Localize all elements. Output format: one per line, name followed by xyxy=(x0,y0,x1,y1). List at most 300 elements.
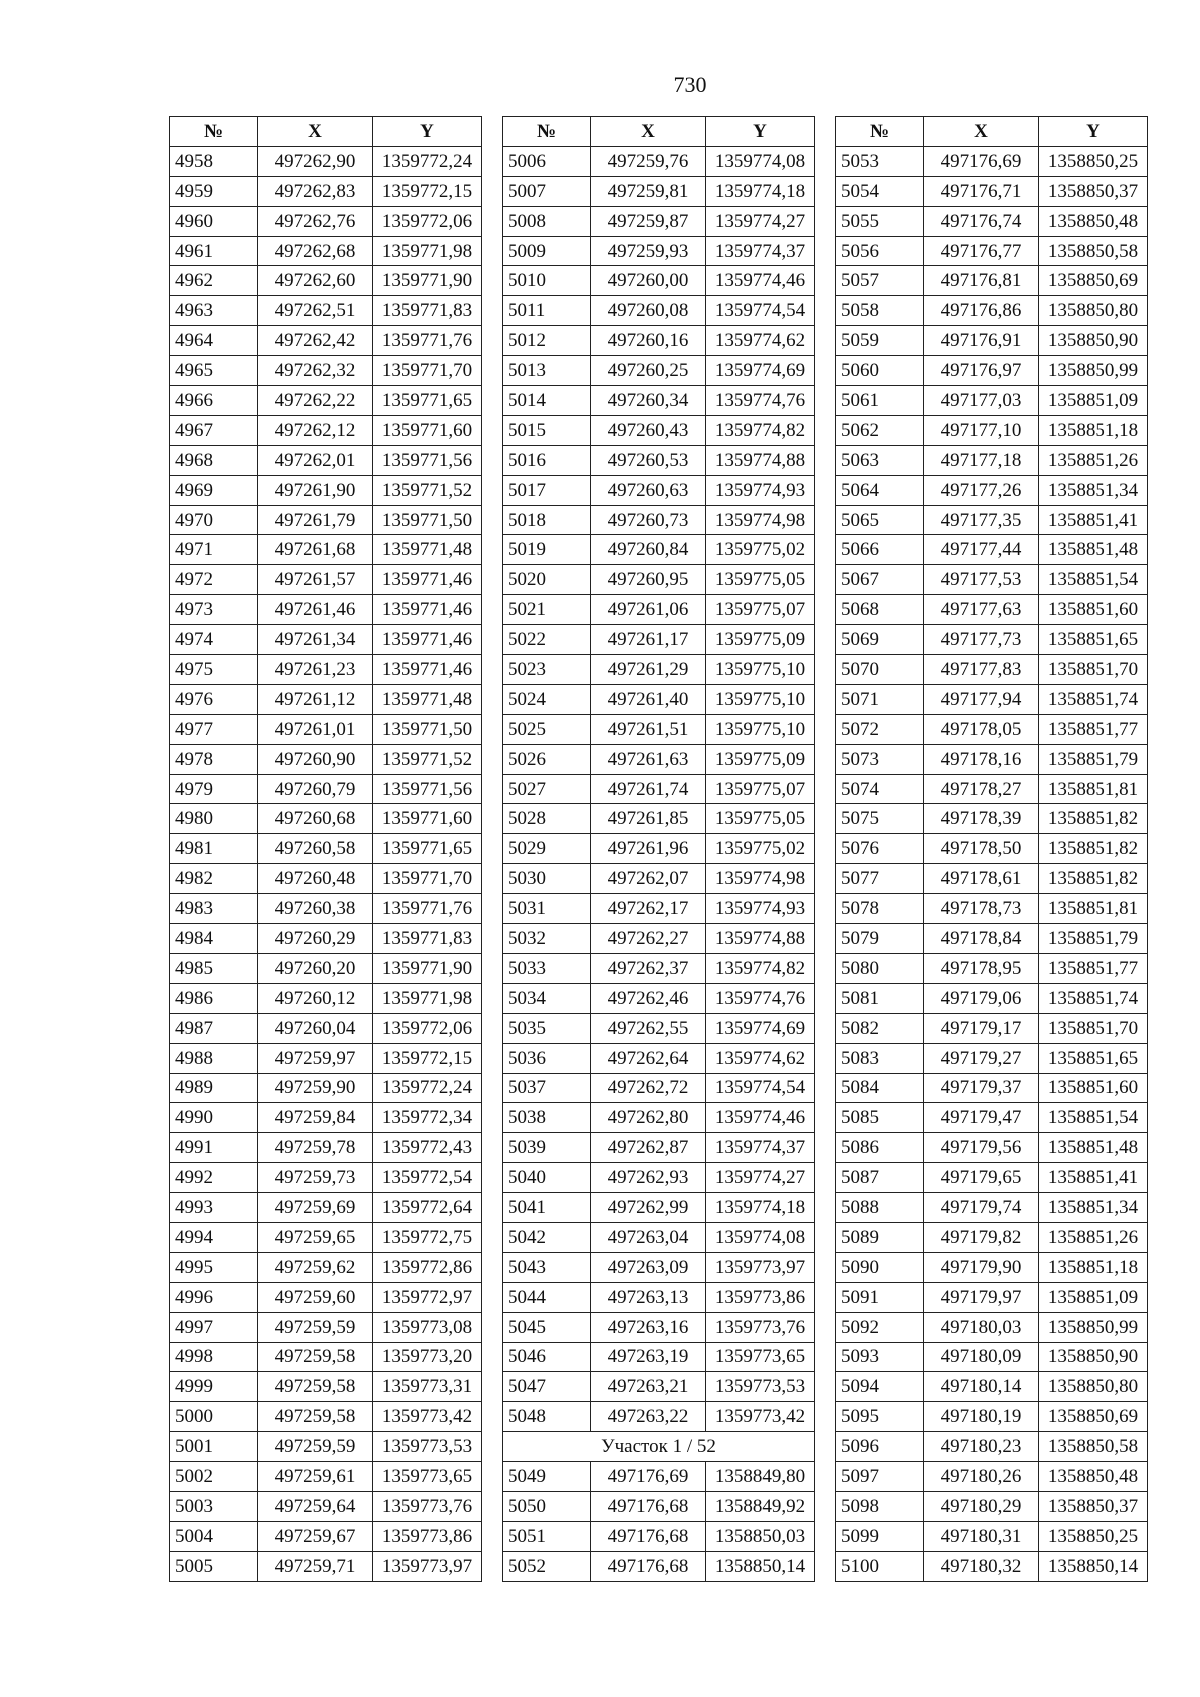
x-coordinate-cell: 497176,97 xyxy=(924,356,1039,386)
x-coordinate-cell: 497260,00 xyxy=(591,266,706,296)
point-number-cell: 5058 xyxy=(836,296,924,326)
point-number-cell: 5044 xyxy=(503,1282,591,1312)
x-coordinate-cell: 497262,32 xyxy=(258,356,373,386)
x-coordinate-cell: 497260,79 xyxy=(258,774,373,804)
table-row xyxy=(836,834,1148,864)
y-coordinate-cell: 1359771,83 xyxy=(373,296,482,326)
column-header-x: X xyxy=(924,117,1039,147)
point-number-cell: 5076 xyxy=(836,834,924,864)
point-number-cell: 5018 xyxy=(503,505,591,535)
y-coordinate-cell: 1359774,27 xyxy=(706,1163,815,1193)
table-row xyxy=(836,655,1148,685)
table-row xyxy=(503,535,815,565)
point-number-cell: 5000 xyxy=(170,1402,258,1432)
table-row xyxy=(170,595,482,625)
y-coordinate-cell: 1358851,82 xyxy=(1039,834,1148,864)
table-row xyxy=(170,714,482,744)
table-row xyxy=(836,625,1148,655)
y-coordinate-cell: 1358850,80 xyxy=(1039,296,1148,326)
x-coordinate-cell: 497260,53 xyxy=(591,445,706,475)
y-coordinate-cell: 1359773,53 xyxy=(706,1372,815,1402)
table-row xyxy=(503,1073,815,1103)
point-number-cell: 5012 xyxy=(503,326,591,356)
table-row xyxy=(170,1462,482,1492)
x-coordinate-cell: 497259,73 xyxy=(258,1163,373,1193)
x-coordinate-cell: 497178,27 xyxy=(924,774,1039,804)
y-coordinate-cell: 1359773,86 xyxy=(706,1282,815,1312)
table-row xyxy=(170,1372,482,1402)
point-number-cell: 5030 xyxy=(503,864,591,894)
y-coordinate-cell: 1359771,90 xyxy=(373,266,482,296)
y-coordinate-cell: 1358851,18 xyxy=(1039,1252,1148,1282)
table-row xyxy=(503,983,815,1013)
table-row xyxy=(836,176,1148,206)
x-coordinate-cell: 497180,29 xyxy=(924,1491,1039,1521)
y-coordinate-cell: 1358850,99 xyxy=(1039,1312,1148,1342)
table-row xyxy=(836,1491,1148,1521)
point-number-cell: 5029 xyxy=(503,834,591,864)
y-coordinate-cell: 1358850,37 xyxy=(1039,176,1148,206)
point-number-cell: 4983 xyxy=(170,894,258,924)
table-row xyxy=(503,445,815,475)
point-number-cell: 4974 xyxy=(170,625,258,655)
point-number-cell: 5050 xyxy=(503,1491,591,1521)
x-coordinate-cell: 497177,63 xyxy=(924,595,1039,625)
x-coordinate-cell: 497260,90 xyxy=(258,744,373,774)
table-row xyxy=(170,326,482,356)
x-coordinate-cell: 497180,09 xyxy=(924,1342,1039,1372)
y-coordinate-cell: 1359771,65 xyxy=(373,834,482,864)
table-row xyxy=(170,834,482,864)
x-coordinate-cell: 497262,60 xyxy=(258,266,373,296)
table-row xyxy=(836,744,1148,774)
table-row xyxy=(170,655,482,685)
point-number-cell: 5048 xyxy=(503,1402,591,1432)
y-coordinate-cell: 1359773,65 xyxy=(706,1342,815,1372)
column-header-y: Y xyxy=(1039,117,1148,147)
y-coordinate-cell: 1359775,09 xyxy=(706,625,815,655)
point-number-cell: 5093 xyxy=(836,1342,924,1372)
point-number-cell: 4971 xyxy=(170,535,258,565)
x-coordinate-cell: 497262,01 xyxy=(258,445,373,475)
y-coordinate-cell: 1358851,74 xyxy=(1039,684,1148,714)
x-coordinate-cell: 497259,62 xyxy=(258,1252,373,1282)
point-number-cell: 5096 xyxy=(836,1432,924,1462)
point-number-cell: 5085 xyxy=(836,1103,924,1133)
y-coordinate-cell: 1359771,52 xyxy=(373,475,482,505)
point-number-cell: 5060 xyxy=(836,356,924,386)
point-number-cell: 4959 xyxy=(170,176,258,206)
table-row xyxy=(503,1521,815,1551)
y-coordinate-cell: 1358851,18 xyxy=(1039,415,1148,445)
y-coordinate-cell: 1359775,02 xyxy=(706,834,815,864)
table-row xyxy=(836,804,1148,834)
point-number-cell: 5057 xyxy=(836,266,924,296)
point-number-cell: 5043 xyxy=(503,1252,591,1282)
point-number-cell: 5019 xyxy=(503,535,591,565)
point-number-cell: 4969 xyxy=(170,475,258,505)
point-number-cell: 5071 xyxy=(836,684,924,714)
point-number-cell: 5056 xyxy=(836,236,924,266)
x-coordinate-cell: 497259,58 xyxy=(258,1342,373,1372)
table-row xyxy=(170,236,482,266)
y-coordinate-cell: 1359772,43 xyxy=(373,1133,482,1163)
table-row xyxy=(836,266,1148,296)
section-label: Участок 1 / 52 xyxy=(503,1432,815,1462)
y-coordinate-cell: 1359771,52 xyxy=(373,744,482,774)
point-number-cell: 5073 xyxy=(836,744,924,774)
y-coordinate-cell: 1358850,25 xyxy=(1039,1521,1148,1551)
table-row xyxy=(836,1432,1148,1462)
column-header-number: № xyxy=(503,117,591,147)
table-row xyxy=(836,1282,1148,1312)
point-number-cell: 4964 xyxy=(170,326,258,356)
point-number-cell: 5017 xyxy=(503,475,591,505)
x-coordinate-cell: 497178,73 xyxy=(924,894,1039,924)
table-row xyxy=(836,1193,1148,1223)
point-number-cell: 5028 xyxy=(503,804,591,834)
x-coordinate-cell: 497260,29 xyxy=(258,924,373,954)
x-coordinate-cell: 497180,14 xyxy=(924,1372,1039,1402)
table-row xyxy=(170,1043,482,1073)
table-row xyxy=(170,1252,482,1282)
table-row xyxy=(503,1103,815,1133)
table-row xyxy=(503,356,815,386)
x-coordinate-cell: 497261,34 xyxy=(258,625,373,655)
point-number-cell: 4980 xyxy=(170,804,258,834)
point-number-cell: 4961 xyxy=(170,236,258,266)
table-row xyxy=(170,1402,482,1432)
x-coordinate-cell: 497260,84 xyxy=(591,535,706,565)
table-row xyxy=(170,1222,482,1252)
x-coordinate-cell: 497262,17 xyxy=(591,894,706,924)
point-number-cell: 5094 xyxy=(836,1372,924,1402)
y-coordinate-cell: 1358851,82 xyxy=(1039,864,1148,894)
x-coordinate-cell: 497259,65 xyxy=(258,1222,373,1252)
point-number-cell: 5009 xyxy=(503,236,591,266)
y-coordinate-cell: 1358850,58 xyxy=(1039,1432,1148,1462)
x-coordinate-cell: 497262,87 xyxy=(591,1133,706,1163)
y-coordinate-cell: 1358850,90 xyxy=(1039,326,1148,356)
x-coordinate-cell: 497179,97 xyxy=(924,1282,1039,1312)
point-number-cell: 4960 xyxy=(170,206,258,236)
y-coordinate-cell: 1359774,98 xyxy=(706,505,815,535)
table-row xyxy=(503,1312,815,1342)
y-coordinate-cell: 1358851,09 xyxy=(1039,386,1148,416)
y-coordinate-cell: 1359775,10 xyxy=(706,684,815,714)
point-number-cell: 4999 xyxy=(170,1372,258,1402)
table-row xyxy=(170,684,482,714)
point-number-cell: 5016 xyxy=(503,445,591,475)
point-number-cell: 5059 xyxy=(836,326,924,356)
x-coordinate-cell: 497259,76 xyxy=(591,146,706,176)
table-row xyxy=(503,1282,815,1312)
x-coordinate-cell: 497262,72 xyxy=(591,1073,706,1103)
y-coordinate-cell: 1359771,46 xyxy=(373,655,482,685)
y-coordinate-cell: 1359774,76 xyxy=(706,386,815,416)
point-number-cell: 4986 xyxy=(170,983,258,1013)
point-number-cell: 4995 xyxy=(170,1252,258,1282)
y-coordinate-cell: 1358850,99 xyxy=(1039,356,1148,386)
point-number-cell: 4997 xyxy=(170,1312,258,1342)
table-row xyxy=(170,445,482,475)
point-number-cell: 5070 xyxy=(836,655,924,685)
table-row xyxy=(836,595,1148,625)
y-coordinate-cell: 1359775,05 xyxy=(706,565,815,595)
table-row xyxy=(170,475,482,505)
x-coordinate-cell: 497261,57 xyxy=(258,565,373,595)
y-coordinate-cell: 1359772,24 xyxy=(373,1073,482,1103)
y-coordinate-cell: 1358851,70 xyxy=(1039,1013,1148,1043)
y-coordinate-cell: 1359774,98 xyxy=(706,864,815,894)
y-coordinate-cell: 1358851,54 xyxy=(1039,1103,1148,1133)
point-number-cell: 5079 xyxy=(836,924,924,954)
table-row xyxy=(170,146,482,176)
point-number-cell: 5036 xyxy=(503,1043,591,1073)
table-row xyxy=(836,535,1148,565)
x-coordinate-cell: 497263,19 xyxy=(591,1342,706,1372)
x-coordinate-cell: 497179,37 xyxy=(924,1073,1039,1103)
table-row xyxy=(170,1013,482,1043)
table-row xyxy=(170,1073,482,1103)
x-coordinate-cell: 497176,71 xyxy=(924,176,1039,206)
x-coordinate-cell: 497178,16 xyxy=(924,744,1039,774)
table-row xyxy=(836,983,1148,1013)
x-coordinate-cell: 497260,73 xyxy=(591,505,706,535)
table-row xyxy=(503,864,815,894)
y-coordinate-cell: 1359773,42 xyxy=(706,1402,815,1432)
point-number-cell: 5084 xyxy=(836,1073,924,1103)
x-coordinate-cell: 497261,74 xyxy=(591,774,706,804)
y-coordinate-cell: 1359773,53 xyxy=(373,1432,482,1462)
x-coordinate-cell: 497176,68 xyxy=(591,1521,706,1551)
table-row xyxy=(503,1372,815,1402)
table-row xyxy=(503,774,815,804)
point-number-cell: 4968 xyxy=(170,445,258,475)
point-number-cell: 5080 xyxy=(836,953,924,983)
x-coordinate-cell: 497261,40 xyxy=(591,684,706,714)
section-row xyxy=(503,1432,815,1462)
x-coordinate-cell: 497178,61 xyxy=(924,864,1039,894)
x-coordinate-cell: 497259,97 xyxy=(258,1043,373,1073)
table-row xyxy=(170,894,482,924)
table-row xyxy=(836,894,1148,924)
y-coordinate-cell: 1358851,41 xyxy=(1039,1163,1148,1193)
y-coordinate-cell: 1359774,54 xyxy=(706,296,815,326)
table-row xyxy=(836,475,1148,505)
point-number-cell: 5064 xyxy=(836,475,924,505)
x-coordinate-cell: 497262,22 xyxy=(258,386,373,416)
y-coordinate-cell: 1359775,02 xyxy=(706,535,815,565)
x-coordinate-cell: 497261,96 xyxy=(591,834,706,864)
table-row xyxy=(170,565,482,595)
y-coordinate-cell: 1358851,77 xyxy=(1039,714,1148,744)
point-number-cell: 5091 xyxy=(836,1282,924,1312)
column-header-x: X xyxy=(258,117,373,147)
x-coordinate-cell: 497259,71 xyxy=(258,1551,373,1581)
y-coordinate-cell: 1358851,41 xyxy=(1039,505,1148,535)
point-number-cell: 5078 xyxy=(836,894,924,924)
x-coordinate-cell: 497180,26 xyxy=(924,1462,1039,1492)
table-row xyxy=(170,1551,482,1581)
point-number-cell: 4975 xyxy=(170,655,258,685)
y-coordinate-cell: 1359771,46 xyxy=(373,595,482,625)
x-coordinate-cell: 497179,47 xyxy=(924,1103,1039,1133)
table-row xyxy=(503,714,815,744)
y-coordinate-cell: 1358851,09 xyxy=(1039,1282,1148,1312)
x-coordinate-cell: 497178,95 xyxy=(924,953,1039,983)
table-row xyxy=(836,565,1148,595)
table-row xyxy=(503,206,815,236)
y-coordinate-cell: 1358851,65 xyxy=(1039,625,1148,655)
column-header-number: № xyxy=(170,117,258,147)
y-coordinate-cell: 1358851,82 xyxy=(1039,804,1148,834)
y-coordinate-cell: 1359773,76 xyxy=(706,1312,815,1342)
y-coordinate-cell: 1358851,79 xyxy=(1039,744,1148,774)
x-coordinate-cell: 497180,31 xyxy=(924,1521,1039,1551)
table-row xyxy=(836,924,1148,954)
point-number-cell: 5074 xyxy=(836,774,924,804)
point-number-cell: 5075 xyxy=(836,804,924,834)
x-coordinate-cell: 497179,17 xyxy=(924,1013,1039,1043)
y-coordinate-cell: 1359774,93 xyxy=(706,894,815,924)
y-coordinate-cell: 1359771,65 xyxy=(373,386,482,416)
x-coordinate-cell: 497261,85 xyxy=(591,804,706,834)
y-coordinate-cell: 1359772,34 xyxy=(373,1103,482,1133)
y-coordinate-cell: 1359772,54 xyxy=(373,1163,482,1193)
point-number-cell: 4990 xyxy=(170,1103,258,1133)
y-coordinate-cell: 1358850,48 xyxy=(1039,1462,1148,1492)
point-number-cell: 5027 xyxy=(503,774,591,804)
table-row xyxy=(836,684,1148,714)
table-row xyxy=(836,774,1148,804)
point-number-cell: 4992 xyxy=(170,1163,258,1193)
point-number-cell: 4965 xyxy=(170,356,258,386)
table-row xyxy=(503,1491,815,1521)
table-row xyxy=(170,415,482,445)
y-coordinate-cell: 1359771,56 xyxy=(373,774,482,804)
x-coordinate-cell: 497260,25 xyxy=(591,356,706,386)
table-row xyxy=(836,953,1148,983)
y-coordinate-cell: 1359775,05 xyxy=(706,804,815,834)
point-number-cell: 4989 xyxy=(170,1073,258,1103)
point-number-cell: 4962 xyxy=(170,266,258,296)
table-row xyxy=(170,983,482,1013)
x-coordinate-cell: 497259,84 xyxy=(258,1103,373,1133)
y-coordinate-cell: 1359774,54 xyxy=(706,1073,815,1103)
table-row xyxy=(170,535,482,565)
table-row xyxy=(503,894,815,924)
table-row xyxy=(836,206,1148,236)
table-row xyxy=(503,625,815,655)
y-coordinate-cell: 1359773,76 xyxy=(373,1491,482,1521)
y-coordinate-cell: 1359772,06 xyxy=(373,206,482,236)
table-row xyxy=(836,236,1148,266)
x-coordinate-cell: 497176,74 xyxy=(924,206,1039,236)
x-coordinate-cell: 497261,68 xyxy=(258,535,373,565)
coordinates-table-2 xyxy=(502,116,815,1582)
point-number-cell: 4967 xyxy=(170,415,258,445)
x-coordinate-cell: 497179,27 xyxy=(924,1043,1039,1073)
point-number-cell: 5055 xyxy=(836,206,924,236)
table-row xyxy=(503,415,815,445)
table-row xyxy=(170,1193,482,1223)
y-coordinate-cell: 1358849,80 xyxy=(706,1462,815,1492)
point-number-cell: 5068 xyxy=(836,595,924,625)
point-number-cell: 5100 xyxy=(836,1551,924,1581)
table-row xyxy=(170,266,482,296)
x-coordinate-cell: 497262,90 xyxy=(258,146,373,176)
x-coordinate-cell: 497176,81 xyxy=(924,266,1039,296)
y-coordinate-cell: 1359771,70 xyxy=(373,356,482,386)
point-number-cell: 5022 xyxy=(503,625,591,655)
table-row xyxy=(170,625,482,655)
y-coordinate-cell: 1358851,77 xyxy=(1039,953,1148,983)
table-row xyxy=(836,146,1148,176)
y-coordinate-cell: 1359771,50 xyxy=(373,714,482,744)
y-coordinate-cell: 1358851,70 xyxy=(1039,655,1148,685)
x-coordinate-cell: 497263,21 xyxy=(591,1372,706,1402)
column-header-x: X xyxy=(591,117,706,147)
x-coordinate-cell: 497263,13 xyxy=(591,1282,706,1312)
point-number-cell: 5082 xyxy=(836,1013,924,1043)
x-coordinate-cell: 497177,73 xyxy=(924,625,1039,655)
y-coordinate-cell: 1359774,37 xyxy=(706,1133,815,1163)
x-coordinate-cell: 497176,91 xyxy=(924,326,1039,356)
x-coordinate-cell: 497176,69 xyxy=(591,1462,706,1492)
table-row xyxy=(836,1222,1148,1252)
x-coordinate-cell: 497262,68 xyxy=(258,236,373,266)
x-coordinate-cell: 497176,69 xyxy=(924,146,1039,176)
x-coordinate-cell: 497260,34 xyxy=(591,386,706,416)
column-header-number: № xyxy=(836,117,924,147)
point-number-cell: 5011 xyxy=(503,296,591,326)
x-coordinate-cell: 497177,18 xyxy=(924,445,1039,475)
table-row xyxy=(836,1133,1148,1163)
table-row xyxy=(836,1372,1148,1402)
table-row xyxy=(836,1342,1148,1372)
y-coordinate-cell: 1359774,27 xyxy=(706,206,815,236)
x-coordinate-cell: 497260,58 xyxy=(258,834,373,864)
x-coordinate-cell: 497180,19 xyxy=(924,1402,1039,1432)
y-coordinate-cell: 1359775,07 xyxy=(706,595,815,625)
y-coordinate-cell: 1359772,75 xyxy=(373,1222,482,1252)
point-number-cell: 4966 xyxy=(170,386,258,416)
y-coordinate-cell: 1359772,97 xyxy=(373,1282,482,1312)
point-number-cell: 5032 xyxy=(503,924,591,954)
x-coordinate-cell: 497262,99 xyxy=(591,1193,706,1223)
x-coordinate-cell: 497178,84 xyxy=(924,924,1039,954)
table-row xyxy=(170,924,482,954)
y-coordinate-cell: 1358850,14 xyxy=(1039,1551,1148,1581)
table-row xyxy=(503,146,815,176)
table-row xyxy=(170,1282,482,1312)
x-coordinate-cell: 497262,51 xyxy=(258,296,373,326)
x-coordinate-cell: 497177,94 xyxy=(924,684,1039,714)
point-number-cell: 5002 xyxy=(170,1462,258,1492)
y-coordinate-cell: 1359772,64 xyxy=(373,1193,482,1223)
y-coordinate-cell: 1358851,54 xyxy=(1039,565,1148,595)
point-number-cell: 5086 xyxy=(836,1133,924,1163)
point-number-cell: 5065 xyxy=(836,505,924,535)
y-coordinate-cell: 1358850,80 xyxy=(1039,1372,1148,1402)
x-coordinate-cell: 497262,64 xyxy=(591,1043,706,1073)
y-coordinate-cell: 1359772,24 xyxy=(373,146,482,176)
point-number-cell: 4978 xyxy=(170,744,258,774)
y-coordinate-cell: 1359774,37 xyxy=(706,236,815,266)
point-number-cell: 4993 xyxy=(170,1193,258,1223)
x-coordinate-cell: 497261,17 xyxy=(591,625,706,655)
